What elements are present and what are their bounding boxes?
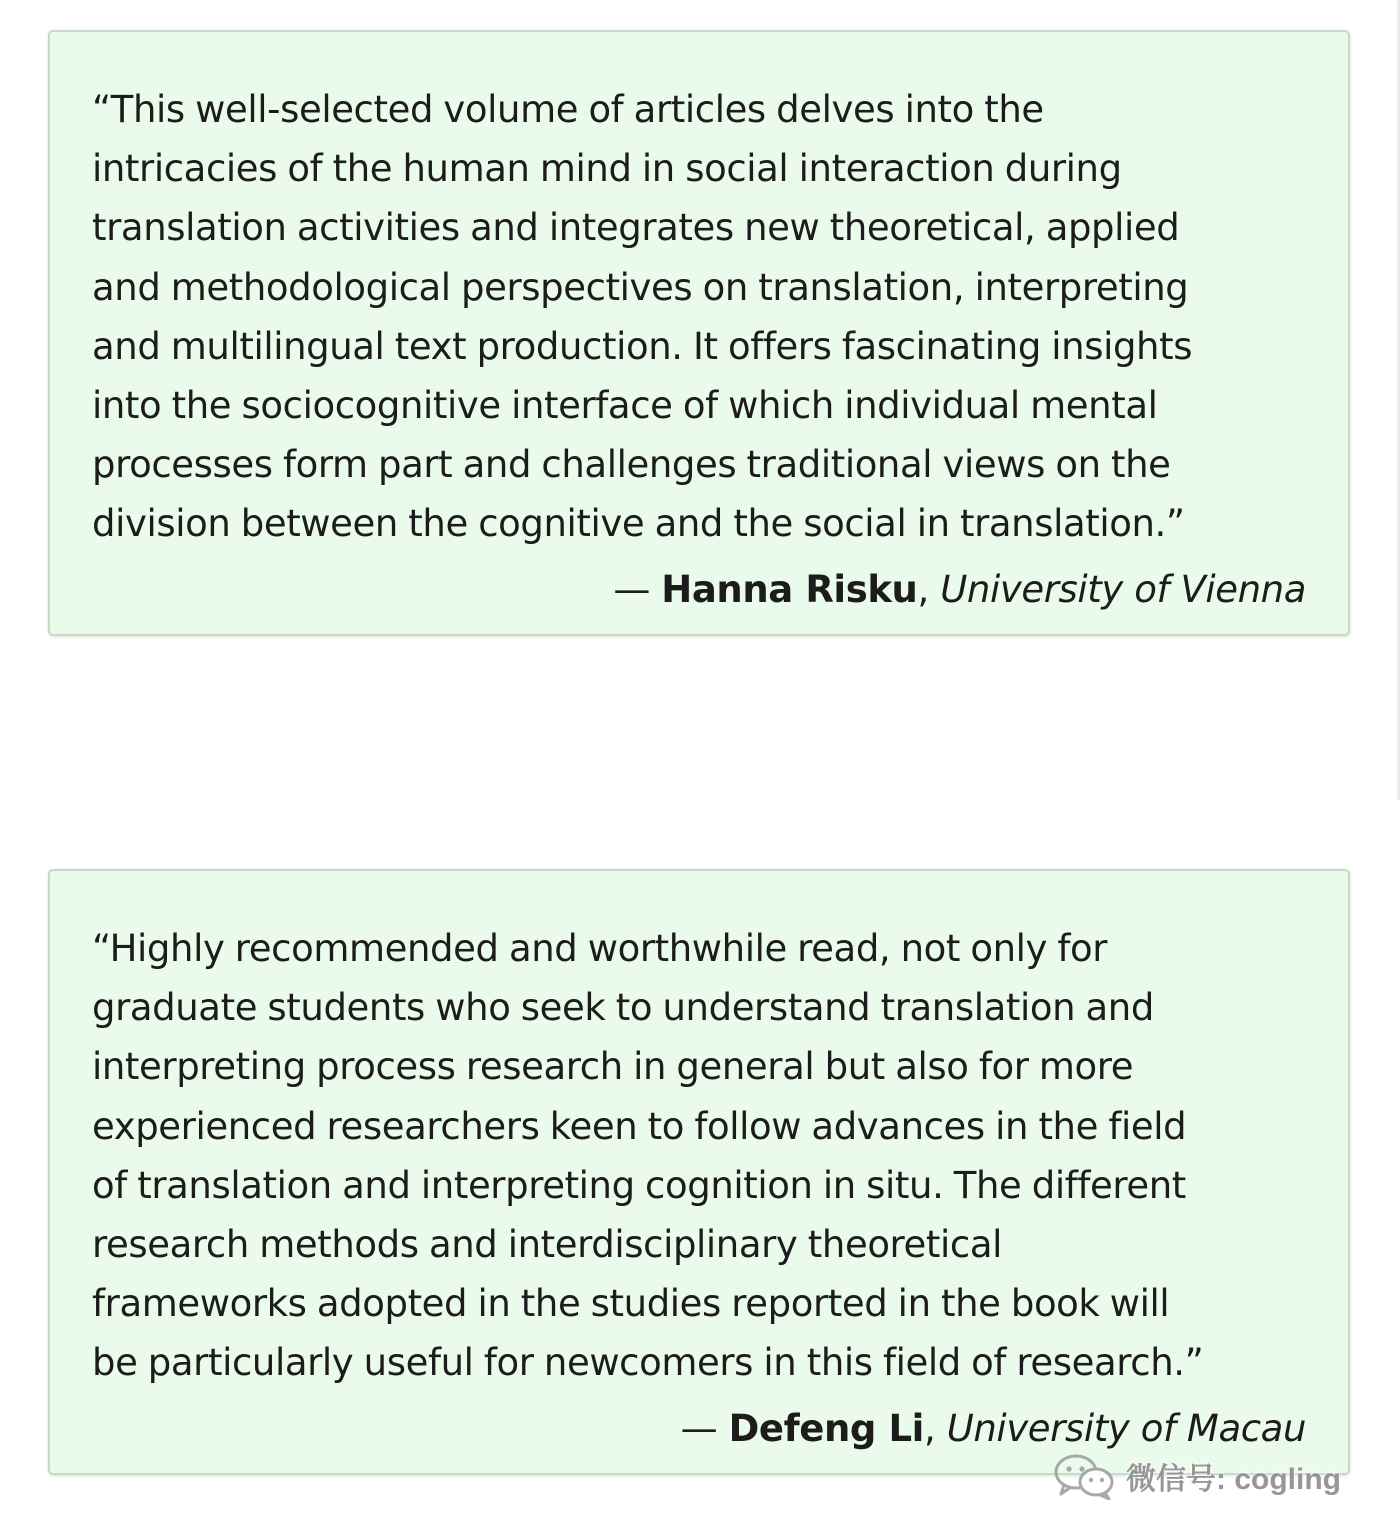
page-edge-shadow	[1396, 0, 1400, 800]
attribution-dash: —	[680, 1406, 729, 1450]
attribution-separator: ,	[923, 1406, 947, 1450]
endorsement-attribution	[92, 560, 1306, 620]
wechat-watermark	[1052, 1450, 1341, 1502]
endorser-name: Defeng Li	[728, 1406, 924, 1450]
endorser-affiliation: University of Vienna	[940, 567, 1306, 611]
endorsement-quote: “This well-selected volume of articles delves into the intricacies of the human mind in social interaction during translation activities and integrates new theoretical, applied and methodological perspectives on translation, interpreting and multilingual text production. It offers fascinating insights into the sociocognitive interface of which individual mental processes form part and challenges traditional views on the division between the cognitive and the social in translation.”	[92, 88, 1193, 546]
wechat-icon	[1052, 1452, 1116, 1500]
endorsement-box-risku	[48, 30, 1350, 636]
watermark-text: 微信号: cogling	[1126, 1463, 1341, 1496]
attribution-dash: —	[613, 567, 662, 611]
attribution-separator: ,	[917, 567, 941, 611]
endorser-name: Hanna Risku	[661, 567, 918, 611]
endorsement-box-li	[48, 869, 1350, 1475]
endorsement-quote: “Highly recommended and worthwhile read, not only for graduate students who seek to understand translation and interpreting process research in general but also for more experienced researchers keen to follow advances in the field of translation and interpreting cognition in situ. The different research methods and interdisciplinary theoretical frameworks adopted in the studies reported in the book will be particularly useful for newcomers in this field of research.”	[92, 927, 1204, 1385]
endorser-affiliation: University of Macau	[946, 1406, 1306, 1450]
